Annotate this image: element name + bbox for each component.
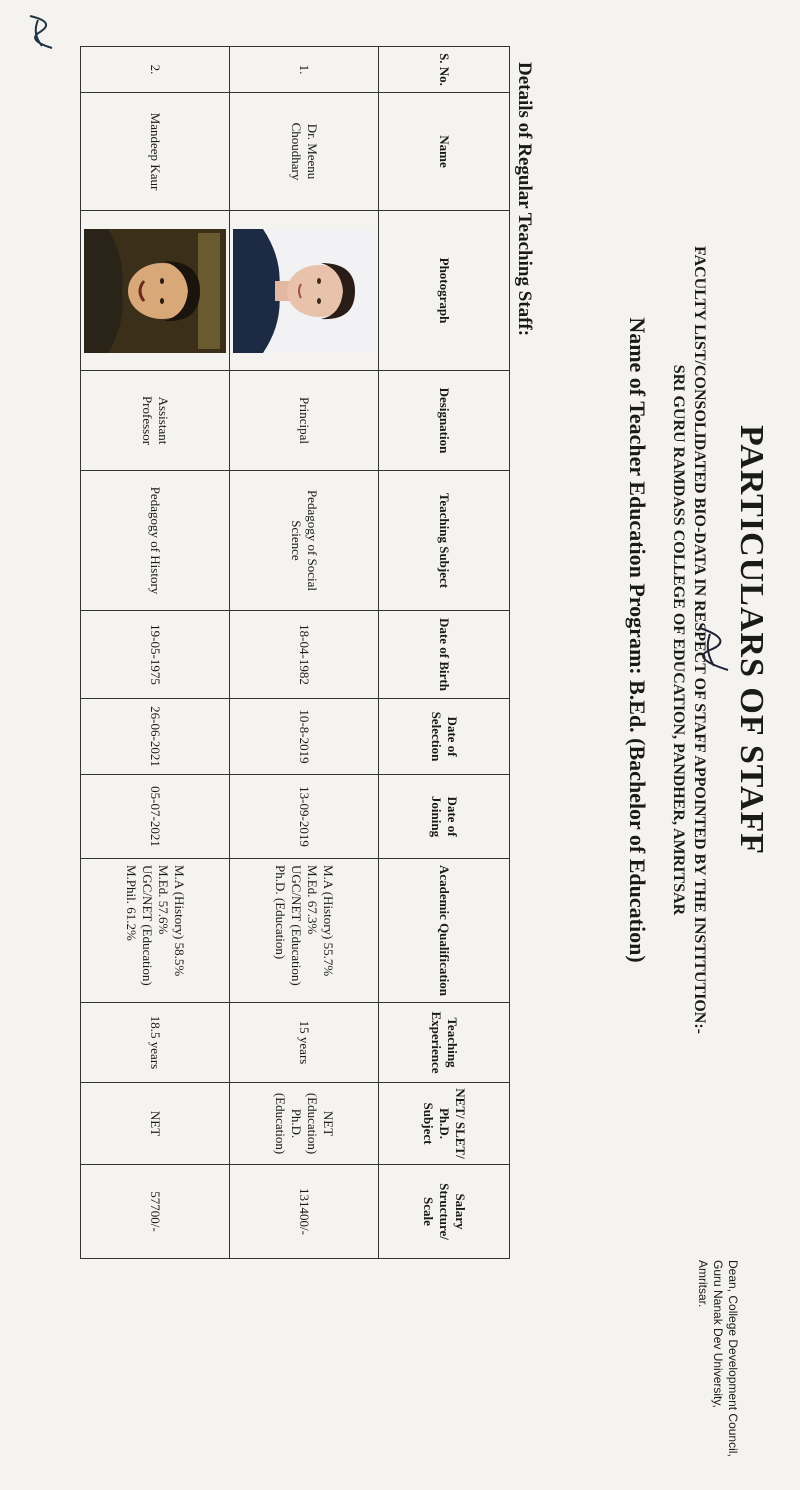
academic-qualification <box>230 859 379 1003</box>
designation: Assistant Professor <box>81 371 230 471</box>
signature-icon <box>680 620 740 680</box>
portrait-image <box>233 229 375 353</box>
table-row <box>230 47 379 1259</box>
designation: Principal <box>230 371 379 471</box>
qualification-line: M.Ed. 57.6% <box>156 865 171 935</box>
header-cell: Photograph <box>379 211 510 371</box>
staff-photo <box>233 229 375 353</box>
date-of-birth: 19-05-1975 <box>81 611 230 699</box>
stamp-line: Guru Nanak Dev University, <box>711 1260 725 1408</box>
salary-scale: 131400/- <box>230 1165 379 1259</box>
initials-signature-icon <box>20 10 60 54</box>
staff-name: Dr. Meenu Choudhary <box>230 93 379 211</box>
qualification-line: UGC/NET (Education) <box>140 865 155 986</box>
net-line: (Education) <box>273 1092 288 1155</box>
stamp-line: Dean, College Development Council, <box>726 1260 740 1457</box>
header-cell: Designation <box>379 371 510 471</box>
portrait-image <box>84 229 226 353</box>
staff-table <box>80 46 510 1259</box>
table-row <box>81 47 230 1259</box>
staff-name: Mandeep Kaur <box>81 93 230 211</box>
section-title: Details of Regular Teaching Staff: <box>514 62 535 337</box>
header-cell: Teaching Subject <box>379 471 510 611</box>
teaching-experience: 18.5 years <box>81 1003 230 1083</box>
qualification-line: UGC/NET (Education) <box>289 865 304 986</box>
qualification-line: M.Ed. 67.3% <box>305 865 320 935</box>
program-name: Name of Teacher Education Program: B.Ed. (Bachelor of Education) <box>625 317 650 963</box>
qualification-line: M.Phil. 61.2% <box>124 865 139 941</box>
header-cell: Date of Selection <box>379 699 510 775</box>
document-title: PARTICULARS OF STAFF <box>733 425 770 855</box>
salary-scale: 57700/- <box>81 1165 230 1259</box>
date-of-selection: 26-06-2021 <box>81 699 230 775</box>
header-cell: S. No. <box>379 47 510 93</box>
stamp-line: Amritsar. <box>696 1260 710 1308</box>
stamp-text <box>695 1260 740 1490</box>
date-of-selection: 10-8-2019 <box>230 699 379 775</box>
net-line: Ph.D. <box>289 1108 304 1139</box>
qualification-line: Ph.D. (Education) <box>273 865 288 960</box>
header-cell: Date of Joining <box>379 775 510 859</box>
date-of-joining: 13-09-2019 <box>230 775 379 859</box>
header-cell: NET/ SLET/ Ph.D. Subject <box>379 1083 510 1165</box>
initials-mark <box>15 10 60 54</box>
qualification-line: M.A (History) 58.5% <box>172 865 187 977</box>
serial-number: 1. <box>230 47 379 93</box>
academic-qualification <box>81 859 230 1003</box>
teaching-subject: Pedagogy of History <box>81 471 230 611</box>
header-cell: Name <box>379 93 510 211</box>
staff-photo <box>84 229 226 353</box>
net-slet-phd <box>230 1083 379 1165</box>
header-cell: Teaching Experience <box>379 1003 510 1083</box>
net-line: NET <box>148 1110 163 1137</box>
date-of-joining: 05-07-2021 <box>81 775 230 859</box>
net-line: NET <box>321 1110 336 1137</box>
subtitle-line-2: SRI GURU RAMDASS COLLEGE OF EDUCATION, PANDHER, AMRITSAR <box>670 364 687 916</box>
photograph-cell <box>81 211 230 371</box>
header-cell: Salary Structure/ Scale <box>379 1165 510 1259</box>
subtitle-line-1: FACULTY LIST/CONSOLIDATED BIO-DATA IN RESPECT OF STAFF APPOINTED BY THE INSTITUTION:- <box>691 245 708 1034</box>
teaching-subject: Pedagogy of Social Science <box>230 471 379 611</box>
net-slet-phd <box>81 1083 230 1165</box>
qualification-line: M.A (History) 55.7% <box>321 865 336 977</box>
photograph-cell <box>230 211 379 371</box>
teaching-experience: 15 years <box>230 1003 379 1083</box>
header-cell: Academic Qualification <box>379 859 510 1003</box>
table-header-row <box>379 47 510 1259</box>
date-of-birth: 18-04-1982 <box>230 611 379 699</box>
serial-number: 2. <box>81 47 230 93</box>
header-cell: Date of Birth <box>379 611 510 699</box>
net-line: (Education) <box>305 1092 320 1155</box>
